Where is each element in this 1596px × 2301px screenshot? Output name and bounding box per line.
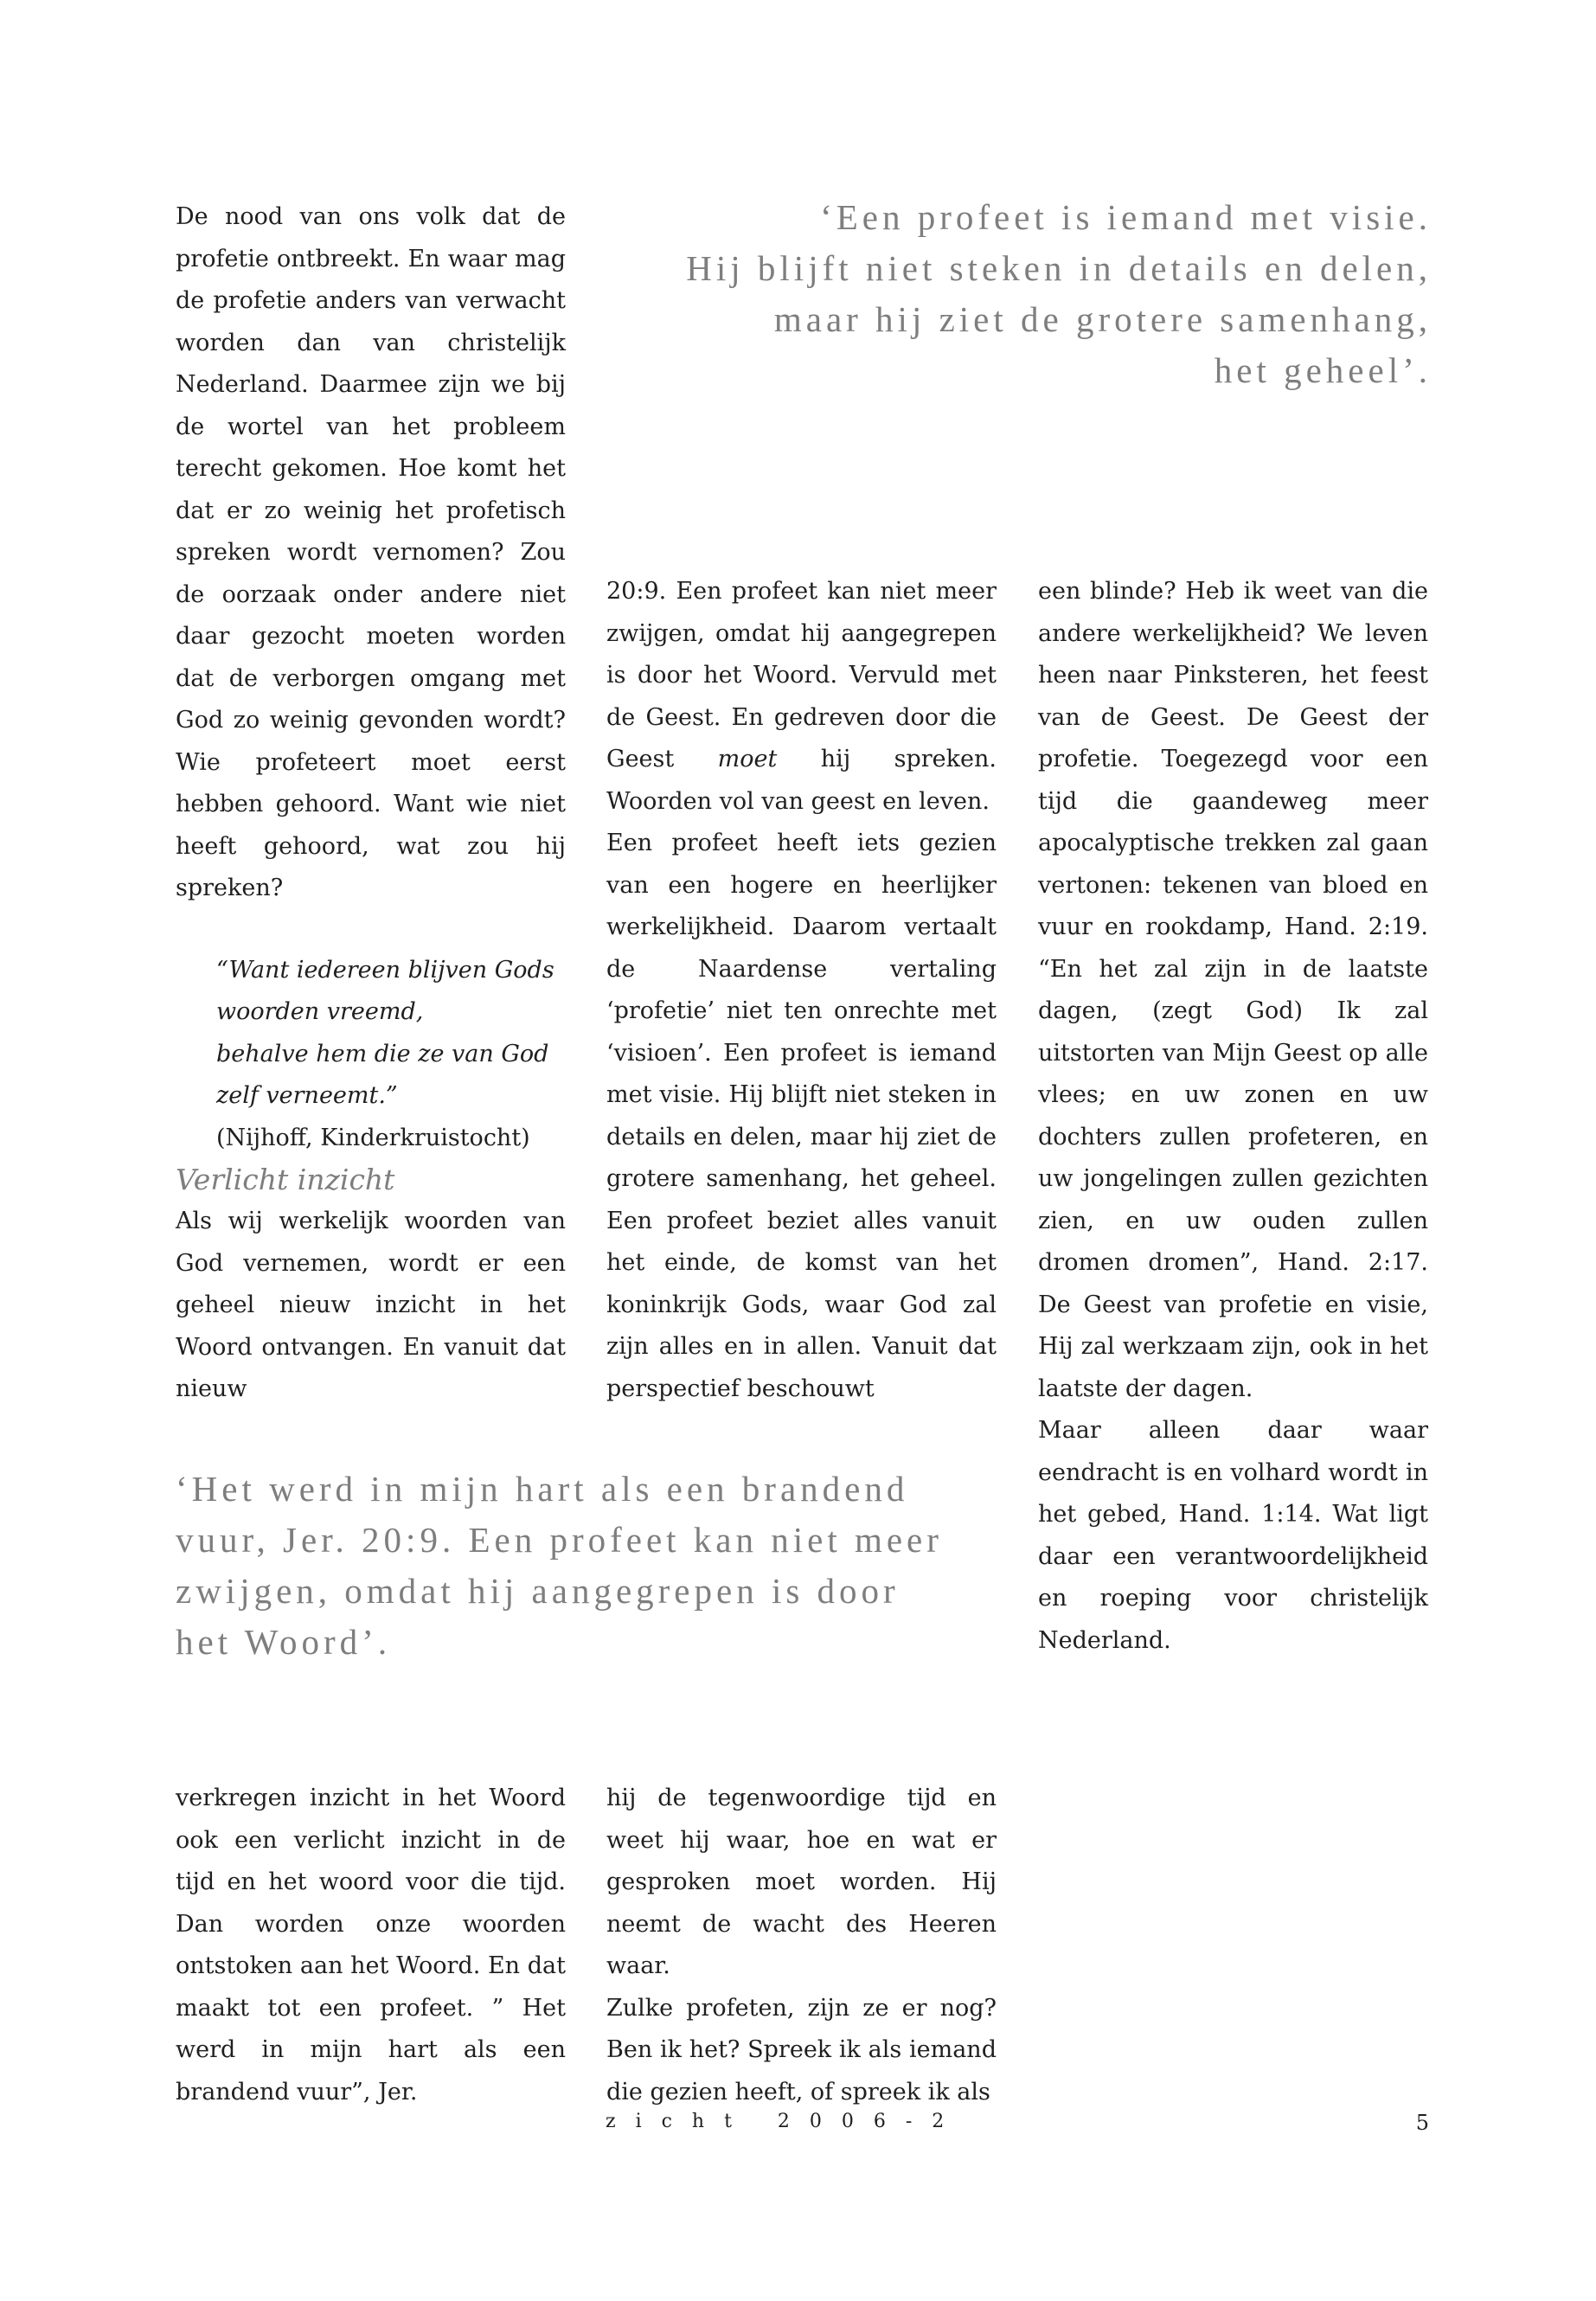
pullquote-middle-line: ‘Het werd in mijn hart als een brandend: [176, 1469, 909, 1509]
poem-line: “Want iedereen blijven Gods: [216, 956, 554, 984]
column-4: [176, 1778, 566, 2113]
section-heading: Verlicht inzicht: [176, 1163, 395, 1196]
body-paragraph: [606, 571, 997, 823]
text-run: 20:9. Een profeet kan niet meer zwijgen, omdat hij aangegrepen is door het Woord. Vervuld met de Geest. En gedreven door die Geest: [606, 578, 997, 772]
poem-line: zelf verneemt.”: [216, 1082, 398, 1109]
pullquote-middle: [176, 1464, 1006, 1668]
pullquote-top: [571, 192, 1432, 396]
pullquote-top-line: maar hij ziet de grotere samenhang,: [773, 299, 1432, 339]
body-paragraph: Maar alleen daar waar eendracht is en volhard wordt in het gebed, Hand. 1:14. Wat ligt daar een verantwoordelijkheid en roeping voor christelijk Nederland.: [1038, 1417, 1428, 1654]
body-paragraph: Als wij werkelijk woorden van God vernemen, wordt er een geheel nieuw inzicht in het Woord ontvangen. En vanuit dat nieuw: [176, 1208, 566, 1402]
column-2: [606, 571, 997, 1410]
pullquote-top-line: het geheel’.: [1214, 350, 1432, 390]
poem-line: behalve hem die ze van God: [216, 1040, 549, 1067]
pullquote-top-line: Hij blijft niet steken in details en delen,: [686, 248, 1432, 288]
pullquote-middle-line: vuur, Jer. 20:9. Een profeet kan niet meer: [176, 1520, 943, 1560]
page-number: 5: [1415, 2111, 1429, 2135]
body-paragraph: Zulke profeten, zijn ze er nog? Ben ik het? Spreek ik als iemand die gezien heeft, of spreek ik als: [606, 1994, 997, 2106]
pullquote-top-line: ‘Een profeet is iemand met visie.: [820, 197, 1432, 237]
pullquote-middle-line: zwijgen, omdat hij aangegrepen is door: [176, 1571, 900, 1611]
body-paragraph: hij de tegenwoordige tijd en weet hij waar, hoe en wat er gesproken moet worden. Hij neemt de wacht des Heeren waar.: [606, 1785, 997, 1979]
poem-quote: [216, 950, 566, 1160]
body-paragraph: De nood van ons volk dat de profetie ontbreekt. En waar mag de profetie anders van verwacht worden dan van christelijk Nederland. Daarmee zijn we bij de wortel van het probleem terecht gekomen. Hoe komt het dat er zo weinig het profetisch spreken wordt vernomen? Zou de oorzaak onder andere niet daar gezocht moeten worden dat de verborgen omgang met God zo weinig gevonden wordt? Wie profeteert moet eerst hebben gehoord. Want wie niet heeft gehoord, wat zou hij spreken?: [176, 203, 566, 901]
poem-line: woorden vreemd,: [216, 998, 424, 1025]
column-1: [176, 196, 566, 1411]
text-run: hij spreken. Woorden vol van geest en leven.: [606, 746, 997, 815]
emphasis-word: moet: [717, 746, 778, 772]
pullquote-middle-line: het Woord’.: [176, 1622, 392, 1662]
column-5: [606, 1778, 997, 2113]
poem-source: (Nijhoff, Kinderkruistocht): [216, 1124, 530, 1151]
body-paragraph: een blinde? Heb ik weet van die andere werkelijkheid? We leven heen naar Pinksteren, het feest van de Geest. De Geest der profetie. Toegezegd voor een tijd die gaandeweg meer apocalyptische trekken zal gaan vertonen: tekenen van bloed en vuur en rookdamp, Hand. 2:19. “En het zal zijn in de laatste dagen, (zegt God) Ik zal uitstorten van Mijn Geest op alle vlees; en uw zonen en uw dochters zullen profeteren, en uw jongelingen zullen gezichten zien, en uw ouden zullen dromen dromen”, Hand. 2:17. De Geest van profetie en visie, Hij zal werkzaam zijn, ook in het laatste der dagen.: [1038, 578, 1428, 1402]
body-paragraph: verkregen inzicht in het Woord ook een verlicht inzicht in de tijd en het woord voor die tijd. Dan worden onze woorden ontstoken aan het Woord. En dat maakt tot een profeet. ” Het werd in mijn hart als een brandend vuur”, Jer.: [176, 1785, 566, 2106]
column-3: [1038, 571, 1428, 1662]
footer-magazine: z i c h t 2 0 0 6 - 2: [606, 2111, 952, 2132]
body-paragraph: Een profeet heeft iets gezien van een hogere en heerlijker werkelijkheid. Daarom vertaalt de Naardense vertaling ‘profetie’ niet ten onrechte met ‘visioen’. Een profeet is iemand met visie. Hij blijft niet steken in details en delen, maar hij ziet de grotere samenhang, het geheel. Een profeet beziet alles vanuit het einde, de komst van het koninkrijk Gods, waar God zal zijn alles en in allen. Vanuit dat perspectief beschouwt: [606, 830, 997, 1402]
